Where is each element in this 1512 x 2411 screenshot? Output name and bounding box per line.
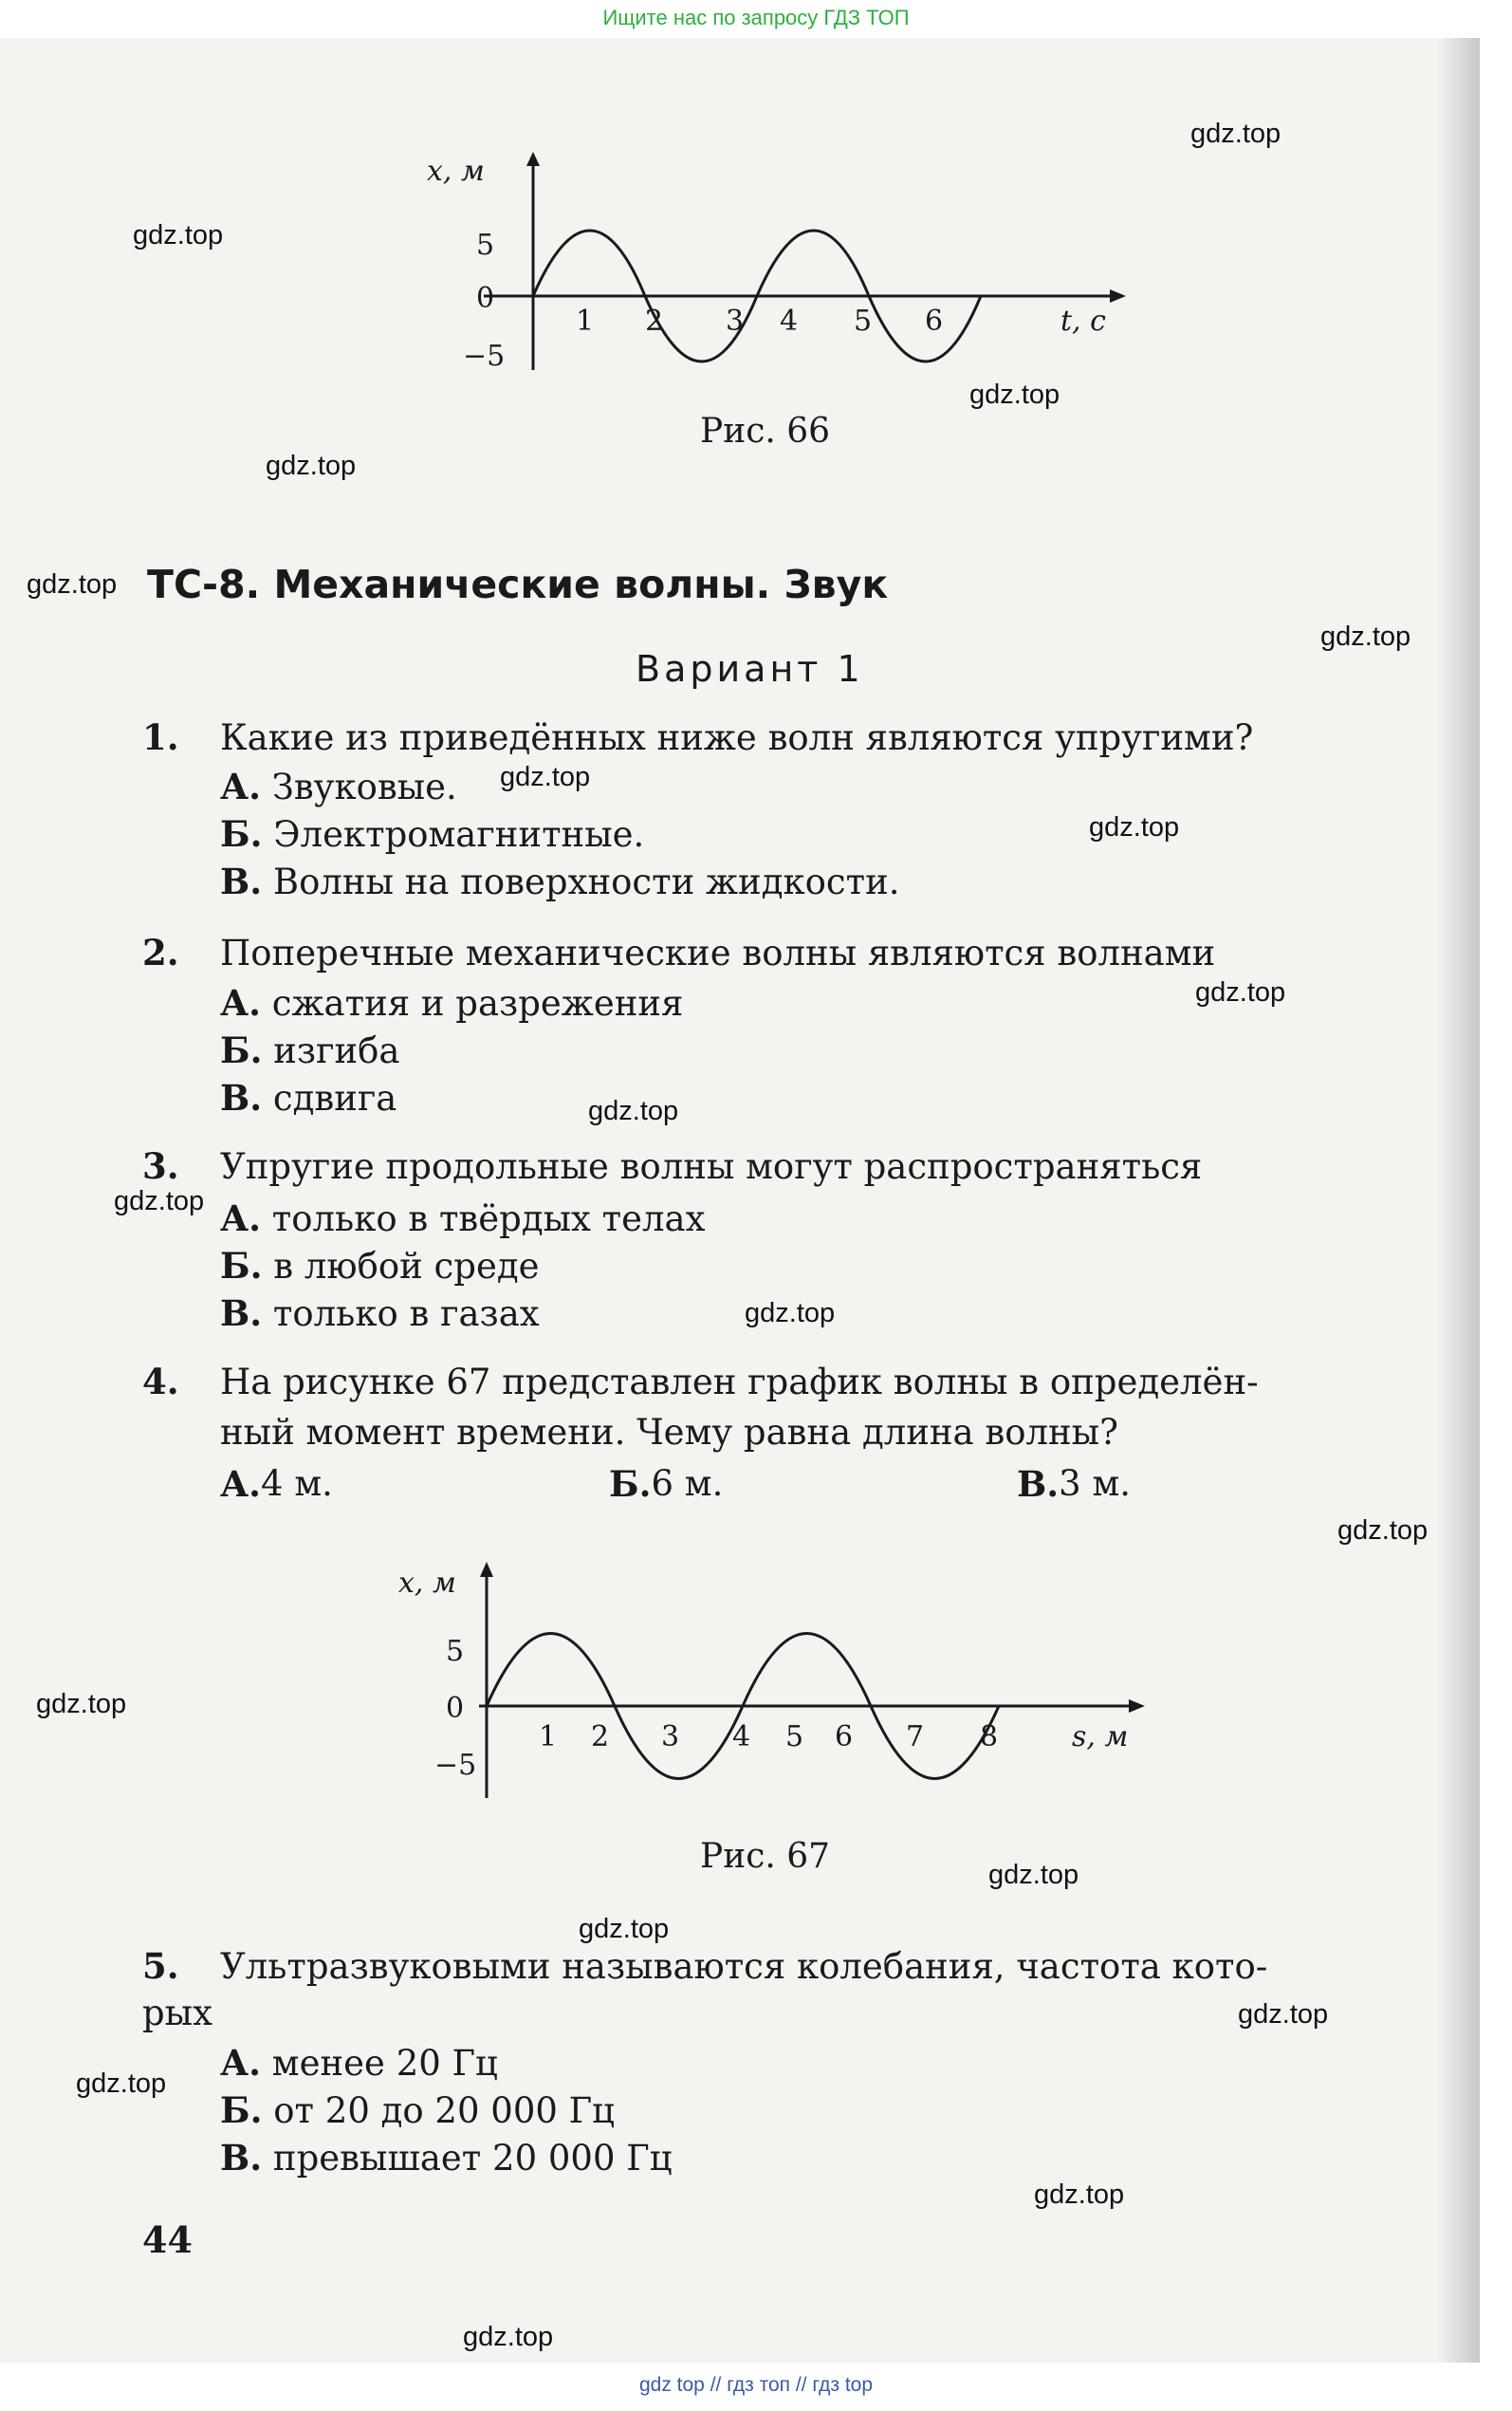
fig66-x-tick-5: 5 [854, 305, 873, 338]
question-text: Поперечные механические волны являются волнами [220, 933, 1216, 974]
fig67-x-tick-7: 7 [906, 1720, 925, 1753]
fig67-y-tick-neg5: −5 [434, 1749, 477, 1782]
top-banner: Ищите нас по запросу ГДЗ ТОП [602, 6, 910, 29]
fig67-x-tick-1: 1 [539, 1720, 558, 1753]
watermark: gdz.top [588, 1096, 679, 1126]
answer-4a: А. 4 м. [220, 1463, 333, 1505]
fig66-y-arrow [526, 152, 540, 166]
answer-5c: В. превышает 20 000 Гц [220, 2137, 673, 2179]
fig67-x-tick-8: 8 [980, 1720, 999, 1753]
watermark: gdz.top [133, 220, 224, 250]
fig66-caption: Рис. 66 [700, 412, 831, 451]
watermark: gdz.top [76, 2068, 167, 2099]
question-5 [142, 1945, 1267, 1987]
answer-4c: В. 3 м. [1017, 1463, 1131, 1505]
answer-2a: А. сжатия и разрежения [220, 982, 684, 1024]
answer-1b: Б. Электромагнитные. [220, 813, 645, 855]
fig67-y-tick-0: 0 [446, 1692, 465, 1725]
question-number: 4. [142, 1361, 179, 1402]
watermark: gdz.top [36, 1689, 127, 1719]
answer-5b: Б. от 20 до 20 000 Гц [220, 2089, 615, 2131]
figure-67 [389, 1556, 1157, 1812]
watermark: gdz.top [1089, 812, 1180, 843]
fig66-x-tick-4: 4 [780, 305, 799, 338]
question-5-continued: рых [142, 1993, 212, 2033]
fig67-x-tick-4: 4 [732, 1720, 751, 1753]
page-number: 44 [142, 2218, 193, 2261]
watermark: gdz.top [114, 1186, 205, 1216]
fig67-y-tick-5: 5 [446, 1635, 465, 1668]
fig67-x-tick-2: 2 [591, 1720, 610, 1753]
question-1 [142, 716, 1253, 758]
watermark: gdz.top [1337, 1515, 1429, 1546]
answer-2b: Б. изгиба [220, 1029, 400, 1071]
watermark: gdz.top [579, 1914, 670, 1944]
watermark: gdz.top [1320, 621, 1411, 652]
fig67-caption: Рис. 67 [700, 1837, 831, 1876]
fig67-x-tick-6: 6 [835, 1720, 854, 1753]
question-text: На рисунке 67 представлен график волны в определён- [220, 1362, 1259, 1402]
variant-heading: Вариант 1 [636, 648, 864, 690]
question-number: 1. [142, 716, 179, 758]
question-number: 3. [142, 1145, 179, 1187]
watermark: gdz.top [266, 451, 357, 481]
answer-4b: Б. 6 м. [609, 1463, 724, 1505]
answer-3b: Б. в любой среде [220, 1245, 540, 1287]
question-text: Упругие продольные волны могут распространяться [220, 1146, 1203, 1187]
figure-66 [427, 152, 1129, 389]
watermark: gdz.top [27, 569, 118, 600]
question-text: Какие из приведённых ниже волн являются упругими? [220, 717, 1254, 758]
answer-3c: В. только в газах [220, 1292, 540, 1334]
question-text: Ультразвуковыми называются колебания, частота кото- [220, 1946, 1268, 1987]
watermark: gdz.top [463, 2322, 554, 2352]
question-2 [142, 932, 1215, 974]
fig67-x-tick-3: 3 [661, 1720, 680, 1753]
watermark: gdz.top [1034, 2179, 1125, 2210]
watermark: gdz.top [1195, 977, 1286, 1008]
bottom-banner: gdz top // гдз топ // гдз top [638, 2374, 874, 2396]
answer-3a: А. только в твёрдых телах [220, 1197, 706, 1239]
fig67-x-label: s, м [1072, 1720, 1129, 1753]
watermark: gdz.top [1190, 119, 1282, 149]
answer-1c: В. Волны на поверхности жидкости. [220, 861, 900, 902]
fig66-y-tick-0: 0 [476, 282, 495, 315]
question-number: 2. [142, 932, 179, 974]
watermark: gdz.top [1238, 1999, 1329, 2030]
fig66-y-tick-neg5: −5 [463, 340, 506, 373]
watermark: gdz.top [988, 1860, 1079, 1890]
fig66-x-tick-2: 2 [645, 305, 664, 338]
answer-1a: А. Звуковые. [220, 766, 457, 807]
fig66-y-tick-5: 5 [476, 229, 495, 262]
watermark: gdz.top [745, 1298, 836, 1328]
fig66-x-label: t, с [1060, 305, 1106, 338]
watermark: gdz.top [969, 380, 1060, 410]
question-number: 5. [142, 1945, 179, 1987]
fig67-x-tick-5: 5 [785, 1720, 804, 1753]
page-edge-shadow [1437, 38, 1480, 2363]
question-3 [142, 1145, 1202, 1187]
answer-5a: А. менее 20 Гц [220, 2042, 498, 2084]
fig66-x-arrow [1110, 289, 1126, 303]
fig66-x-tick-6: 6 [925, 305, 944, 338]
fig67-y-arrow [480, 1562, 493, 1577]
question-4-continued: ный момент времени. Чему равна длина волны? [220, 1412, 1118, 1453]
fig67-x-arrow [1129, 1699, 1145, 1713]
answer-2c: В. сдвига [220, 1077, 397, 1119]
fig66-y-label: x, м [427, 155, 485, 188]
fig66-x-tick-3: 3 [726, 305, 745, 338]
fig67-y-label: x, м [398, 1567, 456, 1600]
fig66-x-tick-1: 1 [576, 305, 595, 338]
watermark: gdz.top [500, 762, 591, 792]
section-title: ТС-8. Механические волны. Звук [147, 562, 889, 607]
question-4 [142, 1361, 1259, 1402]
